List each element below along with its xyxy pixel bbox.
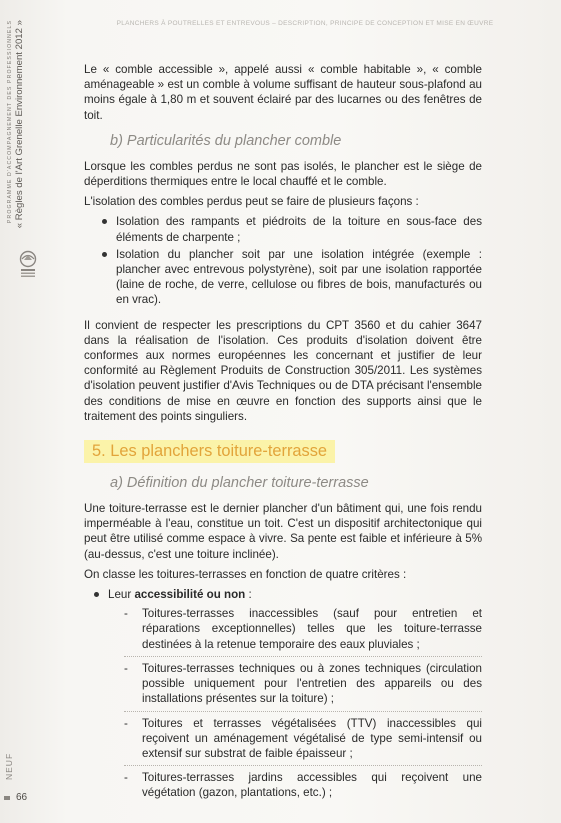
isolation-list xyxy=(84,214,482,307)
list-item: Isolation des rampants et piédroits de la toiture en sous-face des éléments de charpente ; xyxy=(102,214,482,244)
subheading-definition: a) Définition du plancher toiture-terrasse xyxy=(110,475,369,492)
section-heading-toiture-terrasse: 5. Les planchers toiture-terrasse xyxy=(84,440,335,463)
paragraph-criteres: On classe les toitures-terrasses en fonction de quatre critères : xyxy=(84,567,407,581)
main-content xyxy=(84,62,482,815)
criterion-bold: accessibilité ou non xyxy=(134,588,246,602)
criterion-suffix: : xyxy=(245,588,252,602)
criterion-accessibilite xyxy=(94,587,482,804)
list-item: - Toitures-terrasses jardins accessibles qui reçoivent une végétation (gazon, plantations, etc.) ; xyxy=(124,770,482,804)
page-number-block xyxy=(4,792,27,803)
list-item: - Toitures et terrasses végétalisées (TTV) inaccessibles qui reçoivent un aménagement végétalisé de type semi-intensif ou extensif sur substrat de faible épaisseur ; xyxy=(124,716,482,767)
subheading-particularites: b) Particularités du plancher comble xyxy=(110,132,342,149)
page-number: 66 xyxy=(16,792,28,803)
intro-paragraph: Le « comble accessible », appelé aussi « comble habitable », « comble aménageable » est un comble à volume suffisant de hauteur sous-plafond au moins égale à 1,80 m et souvent éclairé par des lucarnes ou des fenêtres de toit. xyxy=(84,63,482,122)
paragraph-isolation-intro: L'isolation des combles perdus peut se faire de plusieurs façons : xyxy=(84,195,419,209)
side-banner-title: « Règles de l'Art Grenelle Environnement 2012 » xyxy=(14,20,25,229)
side-banner xyxy=(6,20,48,270)
criterion-prefix: Leur xyxy=(108,588,135,602)
section-tab xyxy=(0,740,22,780)
rage-logo-icon xyxy=(17,250,39,280)
paragraph-deperditions: Lorsque les combles perdus ne sont pas isolés, le plancher est le siège de déperditions thermiques entre le local chauffé et le comble. xyxy=(84,159,482,189)
criteria-list xyxy=(84,587,482,804)
side-banner-program: PROGRAMME D'ACCOMPAGNEMENT DES PROFESSIONNELS xyxy=(7,20,13,224)
page-marker xyxy=(4,796,10,800)
list-item: - Toitures-terrasses techniques ou à zones techniques (circulation possible uniquement pour l'entretien des appareils ou des installations présentes sur la toiture) ; xyxy=(124,661,482,712)
section-label: NEUF xyxy=(4,752,14,780)
list-item: - Toitures-terrasses inaccessibles (sauf pour entretien et réparations exceptionnelles) telles que les toiture-terrasse destinées à la retenue temporaire des eaux pluviales ; xyxy=(124,606,482,657)
list-item: Isolation du plancher soit par une isolation intégrée (exemple : plancher avec entrevous polystyrène), soit par une isolation rapportée (laine de roche, de verre, cellulose ou fibres de bois, manufacturés ou en vrac). xyxy=(102,247,482,308)
paragraph-prescriptions: Il convient de respecter les prescriptions du CPT 3560 et du cahier 3647 dans la réalisation de l'isolation. Ces produits d'isolation doivent être conformes aux normes européennes les concernant et justifier de leur conformité au Règlement Produits de Construction 305/2011. Les systèmes d'isolation peuvent justifier d'Avis Techniques ou de DTA précisant l'ensemble des conditions de mise en œuvre en fonction des supports ainsi que le traitement des points singuliers. xyxy=(84,318,482,423)
running-header: PLANCHERS À POUTRELLES ET ENTREVOUS – DESCRIPTION, PRINCIPE DE CONCEPTION ET MISE EN ŒUVRE xyxy=(116,20,494,27)
paragraph-definition: Une toiture-terrasse est le dernier plancher d'un bâtiment qui, une fois rendu imperméable à l'eau, constitue un toit. C'est un dispositif architectonique qui peut être utilisé comme espace à vivre. Sa pente est faible et inférieure à 5% (au-dessus, c'est une toiture inclinée). xyxy=(84,502,482,561)
accessibility-list xyxy=(108,606,482,804)
